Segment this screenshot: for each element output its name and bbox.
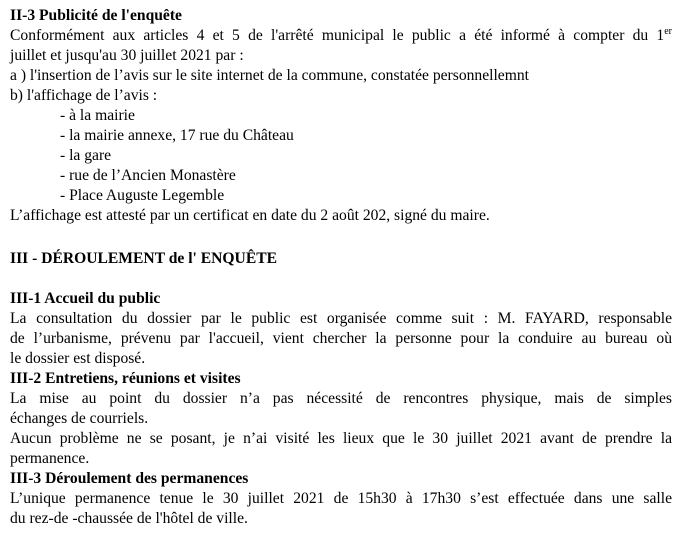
certificate-line: L’affichage est attesté par un certificat en date du 2 août 202, signé du maire. [10,207,490,224]
heading-permanences: III-3 Déroulement des permanences [10,470,249,487]
permanences-line-2: du rez-de -chaussée de l'hôtel de ville. [10,510,248,527]
list-item: - rue de l’Ancien Monastère [60,167,236,184]
publicite-text: Conformément aux articles 4 et 5 de l'arrêté municipal le public a été informé à compter du 1 [10,27,665,44]
heading-accueil: III-1 Accueil du public [10,290,161,307]
accueil-line-2: de l’urbanisme, prévenu par l'accueil, vient chercher la personne pour la conduire au bureau où [10,330,672,347]
publicite-line-1 [10,26,672,46]
entretiens-line-2: échanges de courriels. [10,410,149,427]
entretiens-line-4: permanence. [10,450,90,467]
entretiens-line-3: Aucun problème ne se posant, je n’ai visité les lieux que le 30 juillet 2021 avant de prendre la [10,430,672,447]
list-item: - la gare [60,147,112,164]
accueil-line-3: le dossier est disposé. [10,350,146,367]
list-item: - Place Auguste Legemble [60,187,225,204]
publicite-line-2: juillet et jusqu'au 30 juillet 2021 par : [10,47,244,64]
item-b: b) l'affichage de l’avis : [10,87,158,104]
list-item: - la mairie annexe, 17 rue du Château [60,127,294,144]
entretiens-line-1: La mise au point du dossier n’a pas nécessité de rencontres physique, mais de simples [10,390,672,407]
heading-entretiens: III-2 Entretiens, réunions et visites [10,370,241,387]
heading-deroulement: III - DÉROULEMENT de l' ENQUÊTE [10,250,278,267]
permanences-line-1: L’unique permanence tenue le 30 juillet 2021 de 15h30 à 17h30 s’est effectuée dans une salle [10,490,672,507]
item-a: a ) l'insertion de l’avis sur le site internet de la commune, constatée personnellemnt [10,67,529,84]
accueil-line-1: La consultation du dossier par le public est organisée comme suit : M. FAYARD, responsable [10,310,672,327]
superscript: er [664,25,672,37]
list-item: - à la mairie [60,107,135,124]
heading-publicite: II-3 Publicité de l'enquête [10,7,182,24]
